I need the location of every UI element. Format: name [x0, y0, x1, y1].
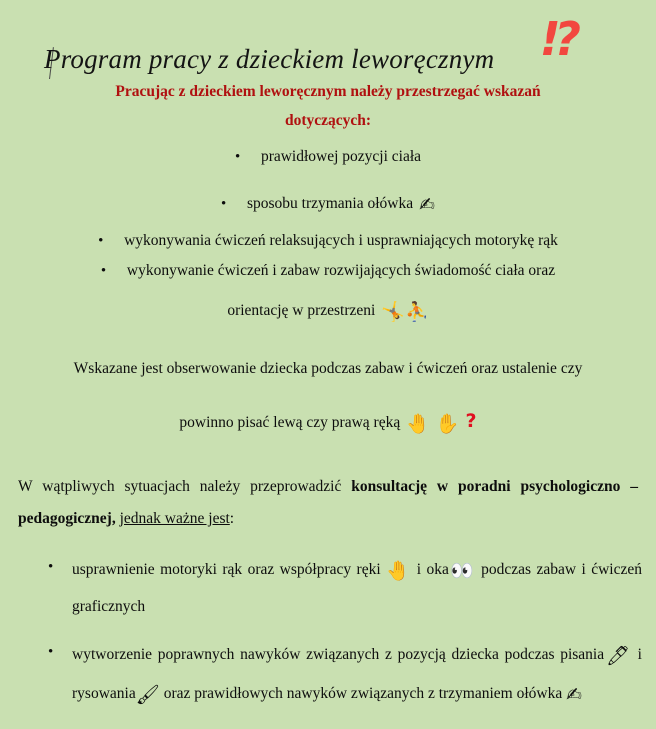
list-item: [0, 145, 656, 169]
bullet-marker: •: [220, 195, 227, 212]
consultation-bold-text: konsultację w poradni psychologiczno – pedagogicznej,: [18, 477, 638, 527]
writing-hand-emoji: ✍: [419, 193, 436, 216]
list-item: [0, 259, 656, 283]
consultation-text-1: W wątpliwych sytuacjach należy przeprowadzić: [18, 477, 352, 495]
consultation-text-3: :: [229, 509, 235, 527]
observation-line-2: [18, 402, 638, 443]
raised-hand-emoji: ✋: [435, 412, 460, 435]
raised-back-of-hand-emoji: 🤚: [386, 560, 412, 583]
page-title: Program pracy z dzieckiem leworęcznym: [44, 44, 495, 74]
list-item-text-2: i oka: [411, 561, 449, 579]
orientation-line: [0, 298, 656, 327]
raised-back-of-hand-emoji: 🤚: [406, 412, 430, 435]
spacer: [0, 219, 656, 229]
subtitle-line-1: Pracując z dzieckiem leworęcznym należy przestrzegać wskazań: [115, 83, 541, 100]
bullet-marker: •: [234, 149, 241, 166]
consultation-underlined-text: jednak ważne jest: [119, 509, 230, 527]
list-item-label: prawidłowej pozycji ciała: [260, 148, 422, 166]
consultation-paragraph: [18, 471, 638, 535]
list-item: [72, 552, 642, 623]
bullet-marker: •: [98, 233, 104, 250]
exclamation-question-mark-icon: ⁉: [543, 12, 580, 66]
observation-line-1: Wskazane jest obserwowanie dziecka podczas zabaw i ćwiczeń oraz ustalenie czy: [73, 359, 583, 377]
title-row: [0, 0, 656, 78]
person-bouncing-ball-emoji: ⛹: [405, 301, 429, 324]
paintbrush-emoji: 🖌: [135, 684, 160, 707]
bullet-marker: •: [100, 262, 107, 279]
list-item-text-1: usprawnienie motoryki rąk oraz współpracy ręki: [72, 561, 387, 579]
orientation-label: orientację w przestrzeni: [227, 302, 376, 320]
observation-paragraph: [18, 353, 638, 443]
list-item-text-3: podczas zabaw i ćwiczeń graficznych: [72, 561, 642, 616]
spacer: [0, 282, 656, 298]
list-item-label: sposobu trzymania ołówka: [246, 194, 414, 212]
pen-emoji: 🖊: [604, 645, 632, 668]
list-item-text-3: oraz prawidłowych nawyków związanych z trzymaniem ołówka: [159, 685, 567, 703]
recommendation-list: [0, 552, 656, 715]
question-mark: ?: [465, 409, 477, 432]
list-item-label: wykonywania ćwiczeń relaksujących i usprawniających motorykę rąk: [124, 232, 558, 250]
list-item-label: wykonywanie ćwiczeń i zabaw rozwijających świadomość ciała oraz: [126, 261, 556, 279]
writing-hand-emoji: ✍: [566, 684, 583, 707]
person-cartwheeling-emoji: 🤸: [381, 301, 406, 324]
list-item: [72, 637, 642, 715]
subtitle-line-2: dotyczących:: [284, 111, 372, 129]
list-item: [0, 229, 656, 253]
observation-line-2-label: powinno pisać lewą czy prawą ręką: [179, 413, 401, 431]
eyes-emoji: 👀: [448, 560, 476, 583]
spacer: [0, 169, 656, 191]
centered-bullet-list: [0, 145, 656, 327]
list-item: [0, 191, 656, 220]
subtitle-block: [62, 78, 594, 135]
list-item-text-2: i rysowania: [72, 646, 642, 703]
list-item-text-1: wytworzenie poprawnych nawyków związanych z pozycją dziecka podczas pisania: [72, 646, 605, 664]
